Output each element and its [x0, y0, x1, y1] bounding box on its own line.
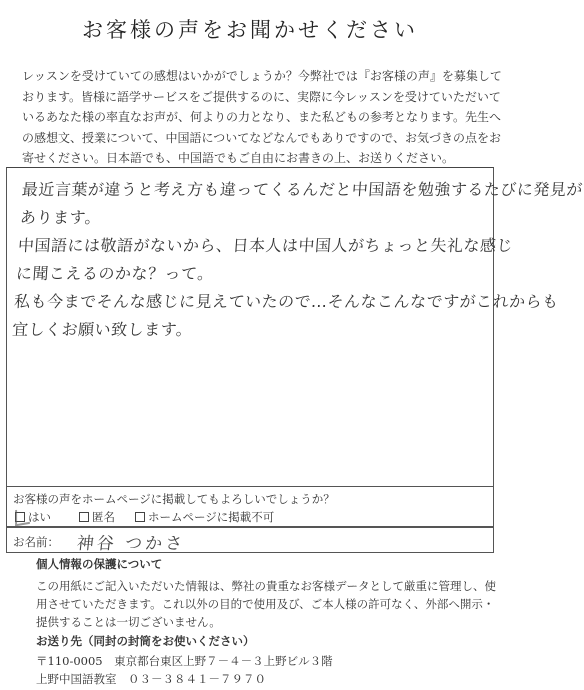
privacy-line: 提供することは一切ございません。: [36, 615, 221, 629]
intro-line: 寄せください。日本語でも、中国語でもご自由にお書きの上、お送りください。: [22, 151, 455, 165]
checkbox-anonymous[interactable]: [79, 512, 89, 522]
consent-question: お客様の声をホームページに掲載してもよろしいでしょうか？: [13, 492, 335, 506]
option-yes[interactable]: [15, 509, 51, 525]
checkbox-yes[interactable]: [15, 512, 25, 522]
privacy-body: [36, 577, 496, 631]
comment-line: 私も今までそんな感じに見えていたので…そんなこんなですがこれからも: [13, 292, 560, 311]
comment-line: あります。: [19, 208, 102, 227]
send-heading: お送り先（同封の封筒をお使いください）: [36, 634, 255, 648]
option-anonymous[interactable]: [79, 509, 115, 525]
office-phone: 上野中国語教室 ０３－３８４１－７９７０: [36, 672, 266, 686]
privacy-section: [36, 556, 496, 688]
option-no-publish-label: ホームページに掲載不可: [148, 510, 275, 524]
option-no-publish[interactable]: [135, 509, 274, 525]
name-label: お名前：: [13, 535, 59, 549]
option-yes-label: はい: [28, 510, 51, 524]
name-value: 神谷 つかさ: [75, 534, 187, 554]
privacy-line: この用紙にご記入いただいた情報は、弊社の貴重なお客様データとして厳重に管理し、使: [36, 579, 496, 593]
privacy-line: 用させていただきます。これ以外の目的で使用及び、ご本人様の許可なく、外部へ開示・: [36, 597, 495, 611]
postal-address: 〒110-0005 東京都台東区上野７－４－３上野ビル３階: [36, 654, 333, 668]
intro-line: の感想文、授業について、中国語についてなどなんでもありですので、お気づきの点をお: [22, 130, 502, 145]
checkbox-no-publish[interactable]: [135, 512, 145, 522]
consent-section: [6, 487, 494, 527]
address-block: [36, 652, 490, 688]
comment-line: に聞こえるのかな？って。: [15, 264, 215, 283]
comment-line: 最近言葉が違うと考え方も違ってくるんだと中国語を勉強するたびに発見が: [21, 180, 584, 199]
privacy-heading: 個人情報の保護について: [36, 557, 163, 571]
intro-line: いるあなた様の率直なお声が、何よりの力となり、また私どもの参考となります。先生へ: [22, 110, 502, 124]
name-section[interactable]: [6, 527, 494, 553]
form-title: お客様の声をお聞かせください: [82, 18, 418, 42]
comment-line: 宜しくお願い致します。: [11, 320, 194, 339]
consent-options: [15, 509, 294, 525]
option-anonymous-label: 匿名: [92, 510, 115, 524]
handwritten-comment: [11, 176, 584, 344]
intro-text: [22, 66, 502, 169]
comment-line: 中国語には敬語がないから、日本人は中国人がちょっと失礼な感じ: [17, 236, 514, 255]
intro-line: おります。皆様に語学サービスをご提供するのに、実際に今レッスンを受けていただいて: [22, 89, 501, 104]
comment-area[interactable]: [6, 167, 584, 487]
intro-line: レッスンを受けていての感想はいかがでしょうか？今弊社では『お客様の声』を募集して: [22, 69, 502, 83]
